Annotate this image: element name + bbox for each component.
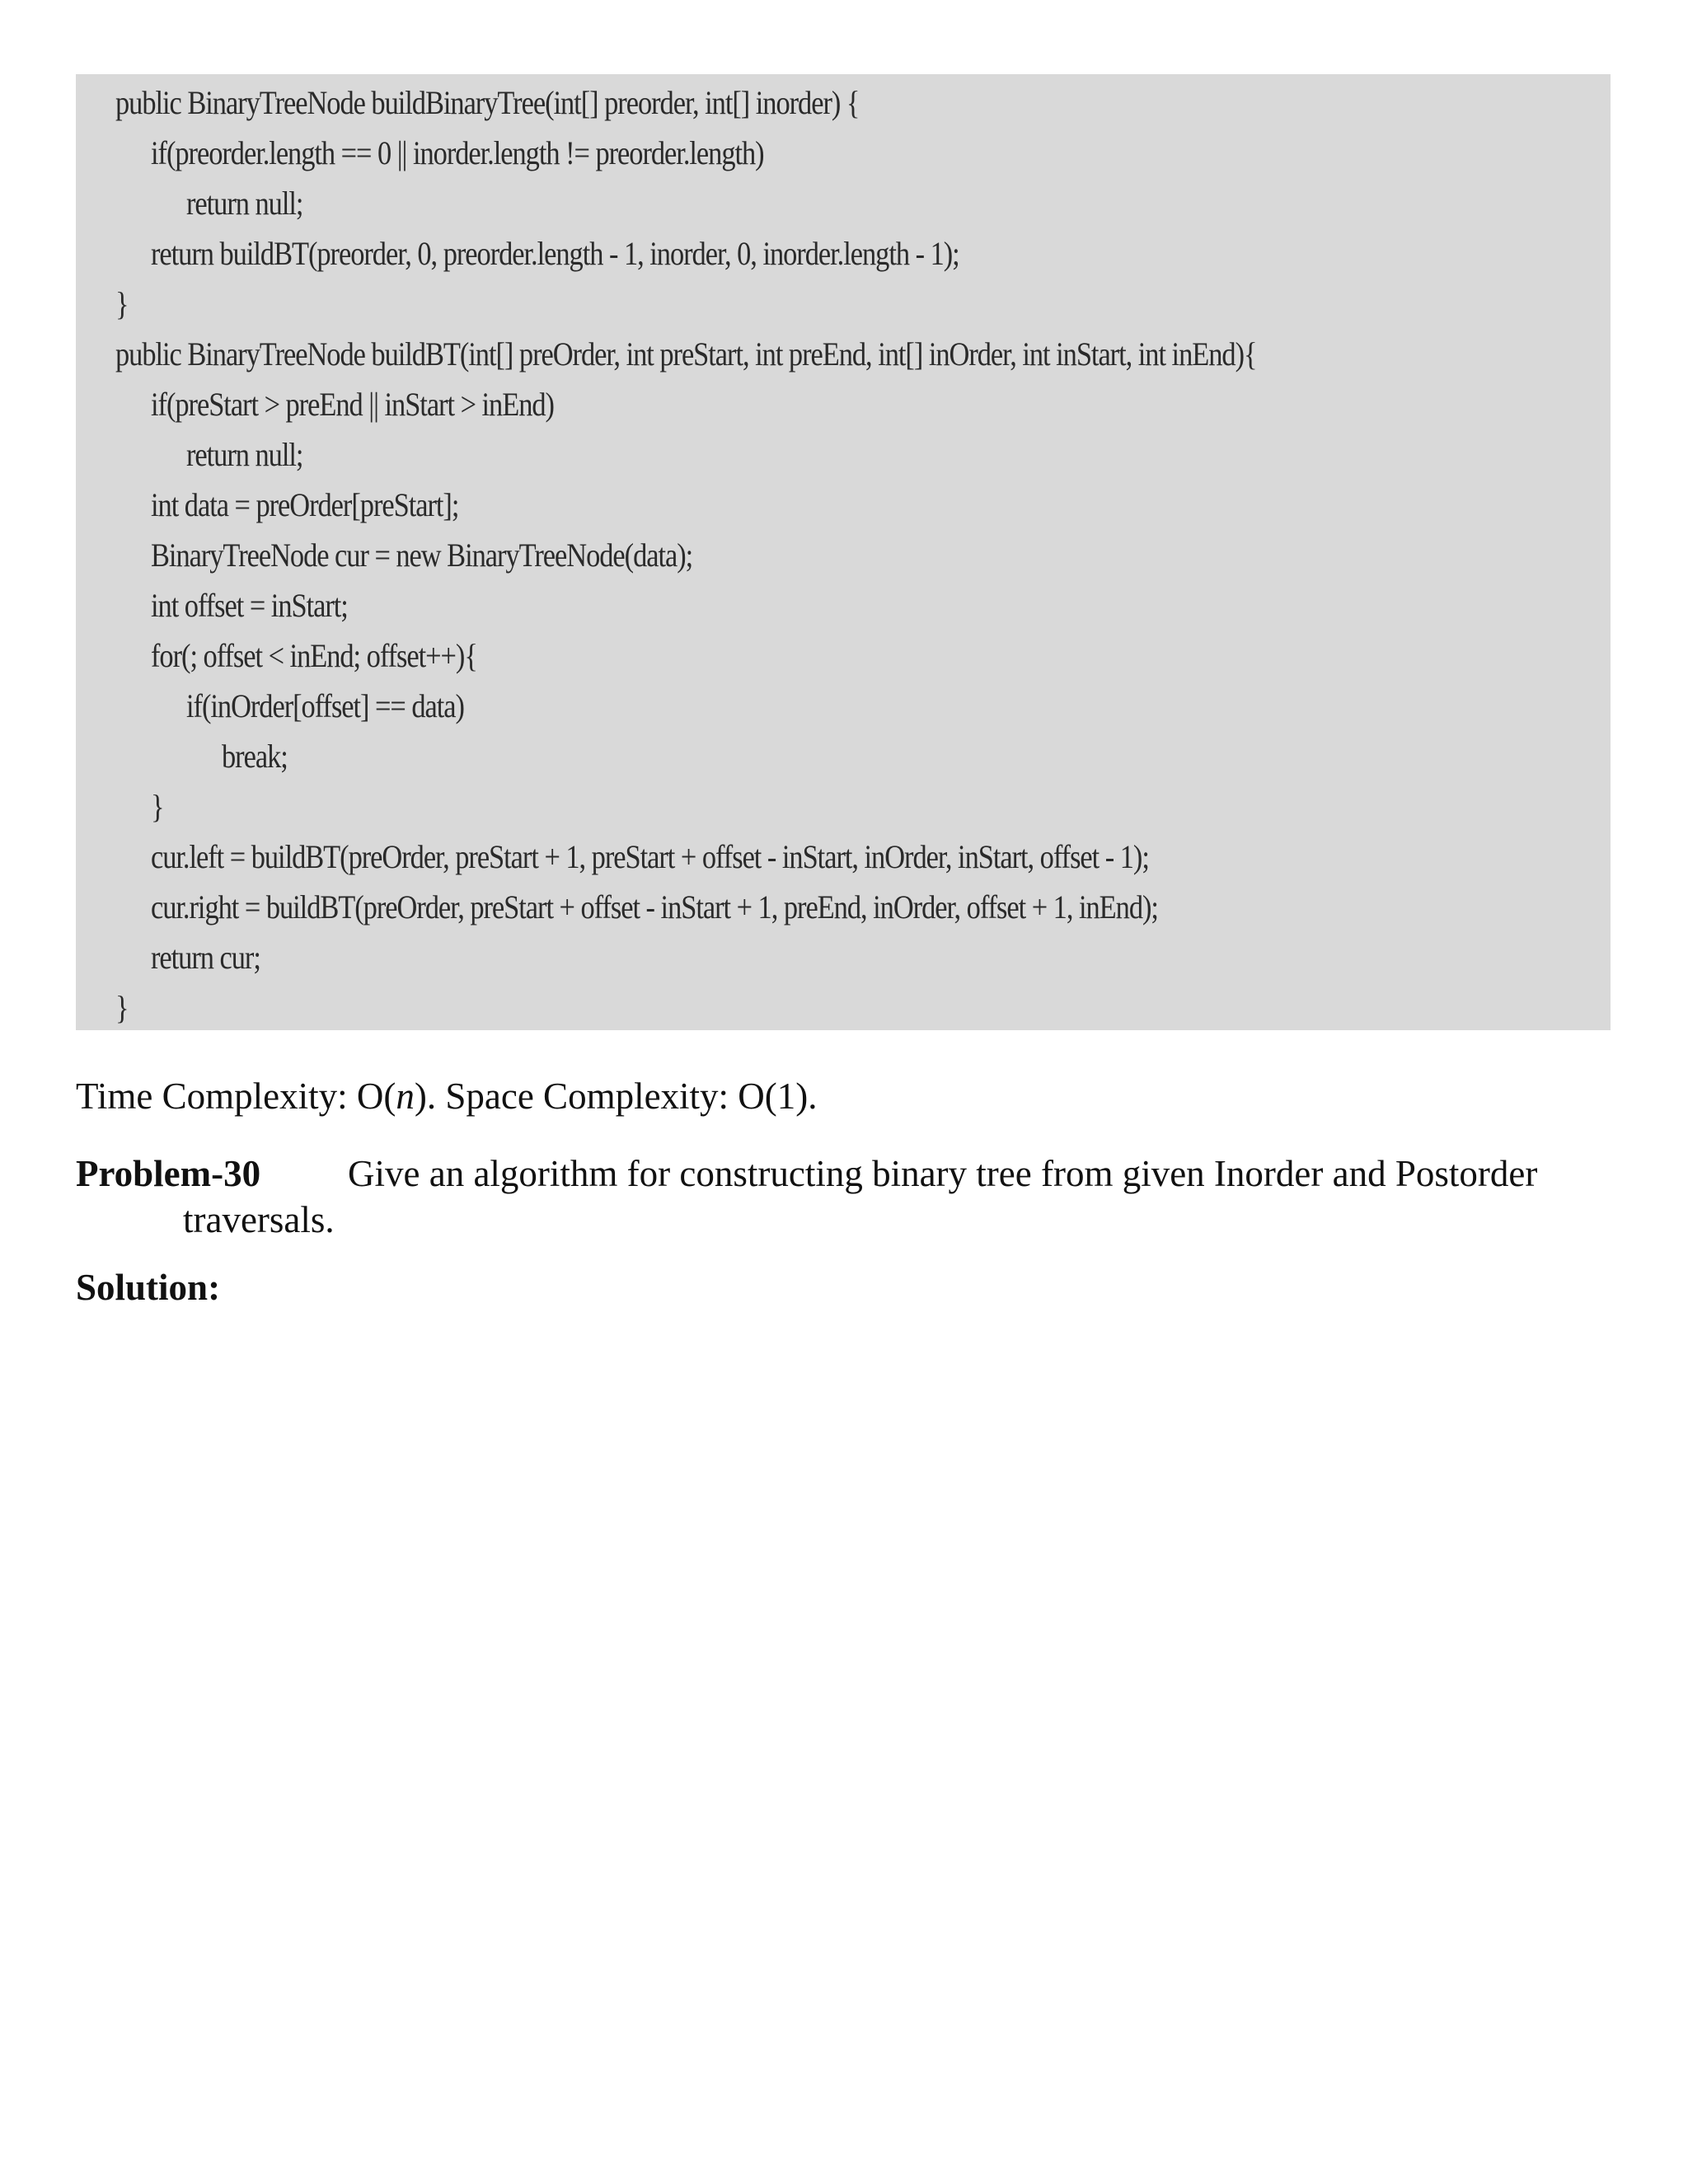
code-line: return null; (186, 185, 303, 222)
code-line: if(preStart > preEnd || inStart > inEnd) (151, 386, 554, 423)
problem-text-line2: traversals. (183, 1199, 335, 1240)
code-line: cur.left = buildBT(preOrder, preStart + 1, preStart + offset - inStart, inOrder, inStart, offset - 1); (151, 838, 1149, 875)
problem-label: Problem-30 (76, 1153, 261, 1194)
code-line: return null; (186, 436, 303, 473)
code-line: cur.right = buildBT(preOrder, preStart + offset - inStart + 1, preEnd, inOrder, offset + 1, inEnd); (151, 888, 1158, 926)
code-line: } (115, 285, 129, 322)
code-line: } (151, 788, 164, 825)
code-line: public BinaryTreeNode buildBinaryTree(int[] preorder, int[] inorder) { (115, 84, 860, 121)
code-line: int offset = inStart; (151, 587, 348, 624)
code-block (76, 74, 1611, 1030)
code-line: int data = preOrder[preStart]; (151, 486, 459, 523)
code-line: if(inOrder[offset] == data) (186, 687, 464, 724)
code-line: return cur; (151, 939, 260, 976)
code-line: if(preorder.length == 0 || inorder.length != preorder.length) (151, 134, 764, 171)
code-line: break; (222, 738, 288, 775)
solution-label: Solution: (76, 1267, 221, 1308)
code-line: public BinaryTreeNode buildBT(int[] preOrder, int preStart, int preEnd, int[] inOrder, int inStart, int inEnd){ (115, 335, 1257, 373)
complexity-line (76, 1073, 818, 1119)
code-line: BinaryTreeNode cur = new BinaryTreeNode(data); (151, 537, 693, 574)
code-line: for(; offset < inEnd; offset++){ (151, 637, 477, 674)
problem-statement (76, 1151, 1611, 1243)
complexity-prefix: Time Complexity: O( (76, 1076, 396, 1117)
complexity-variable: n (396, 1076, 415, 1117)
code-line: return buildBT(preorder, 0, preorder.length - 1, inorder, 0, inorder.length - 1); (151, 235, 959, 272)
complexity-suffix: ). Space Complexity: O(1). (414, 1076, 818, 1117)
problem-text-line1: Give an algorithm for constructing binary tree from given Inorder and Postorder (348, 1153, 1538, 1194)
code-line: } (115, 989, 129, 1026)
